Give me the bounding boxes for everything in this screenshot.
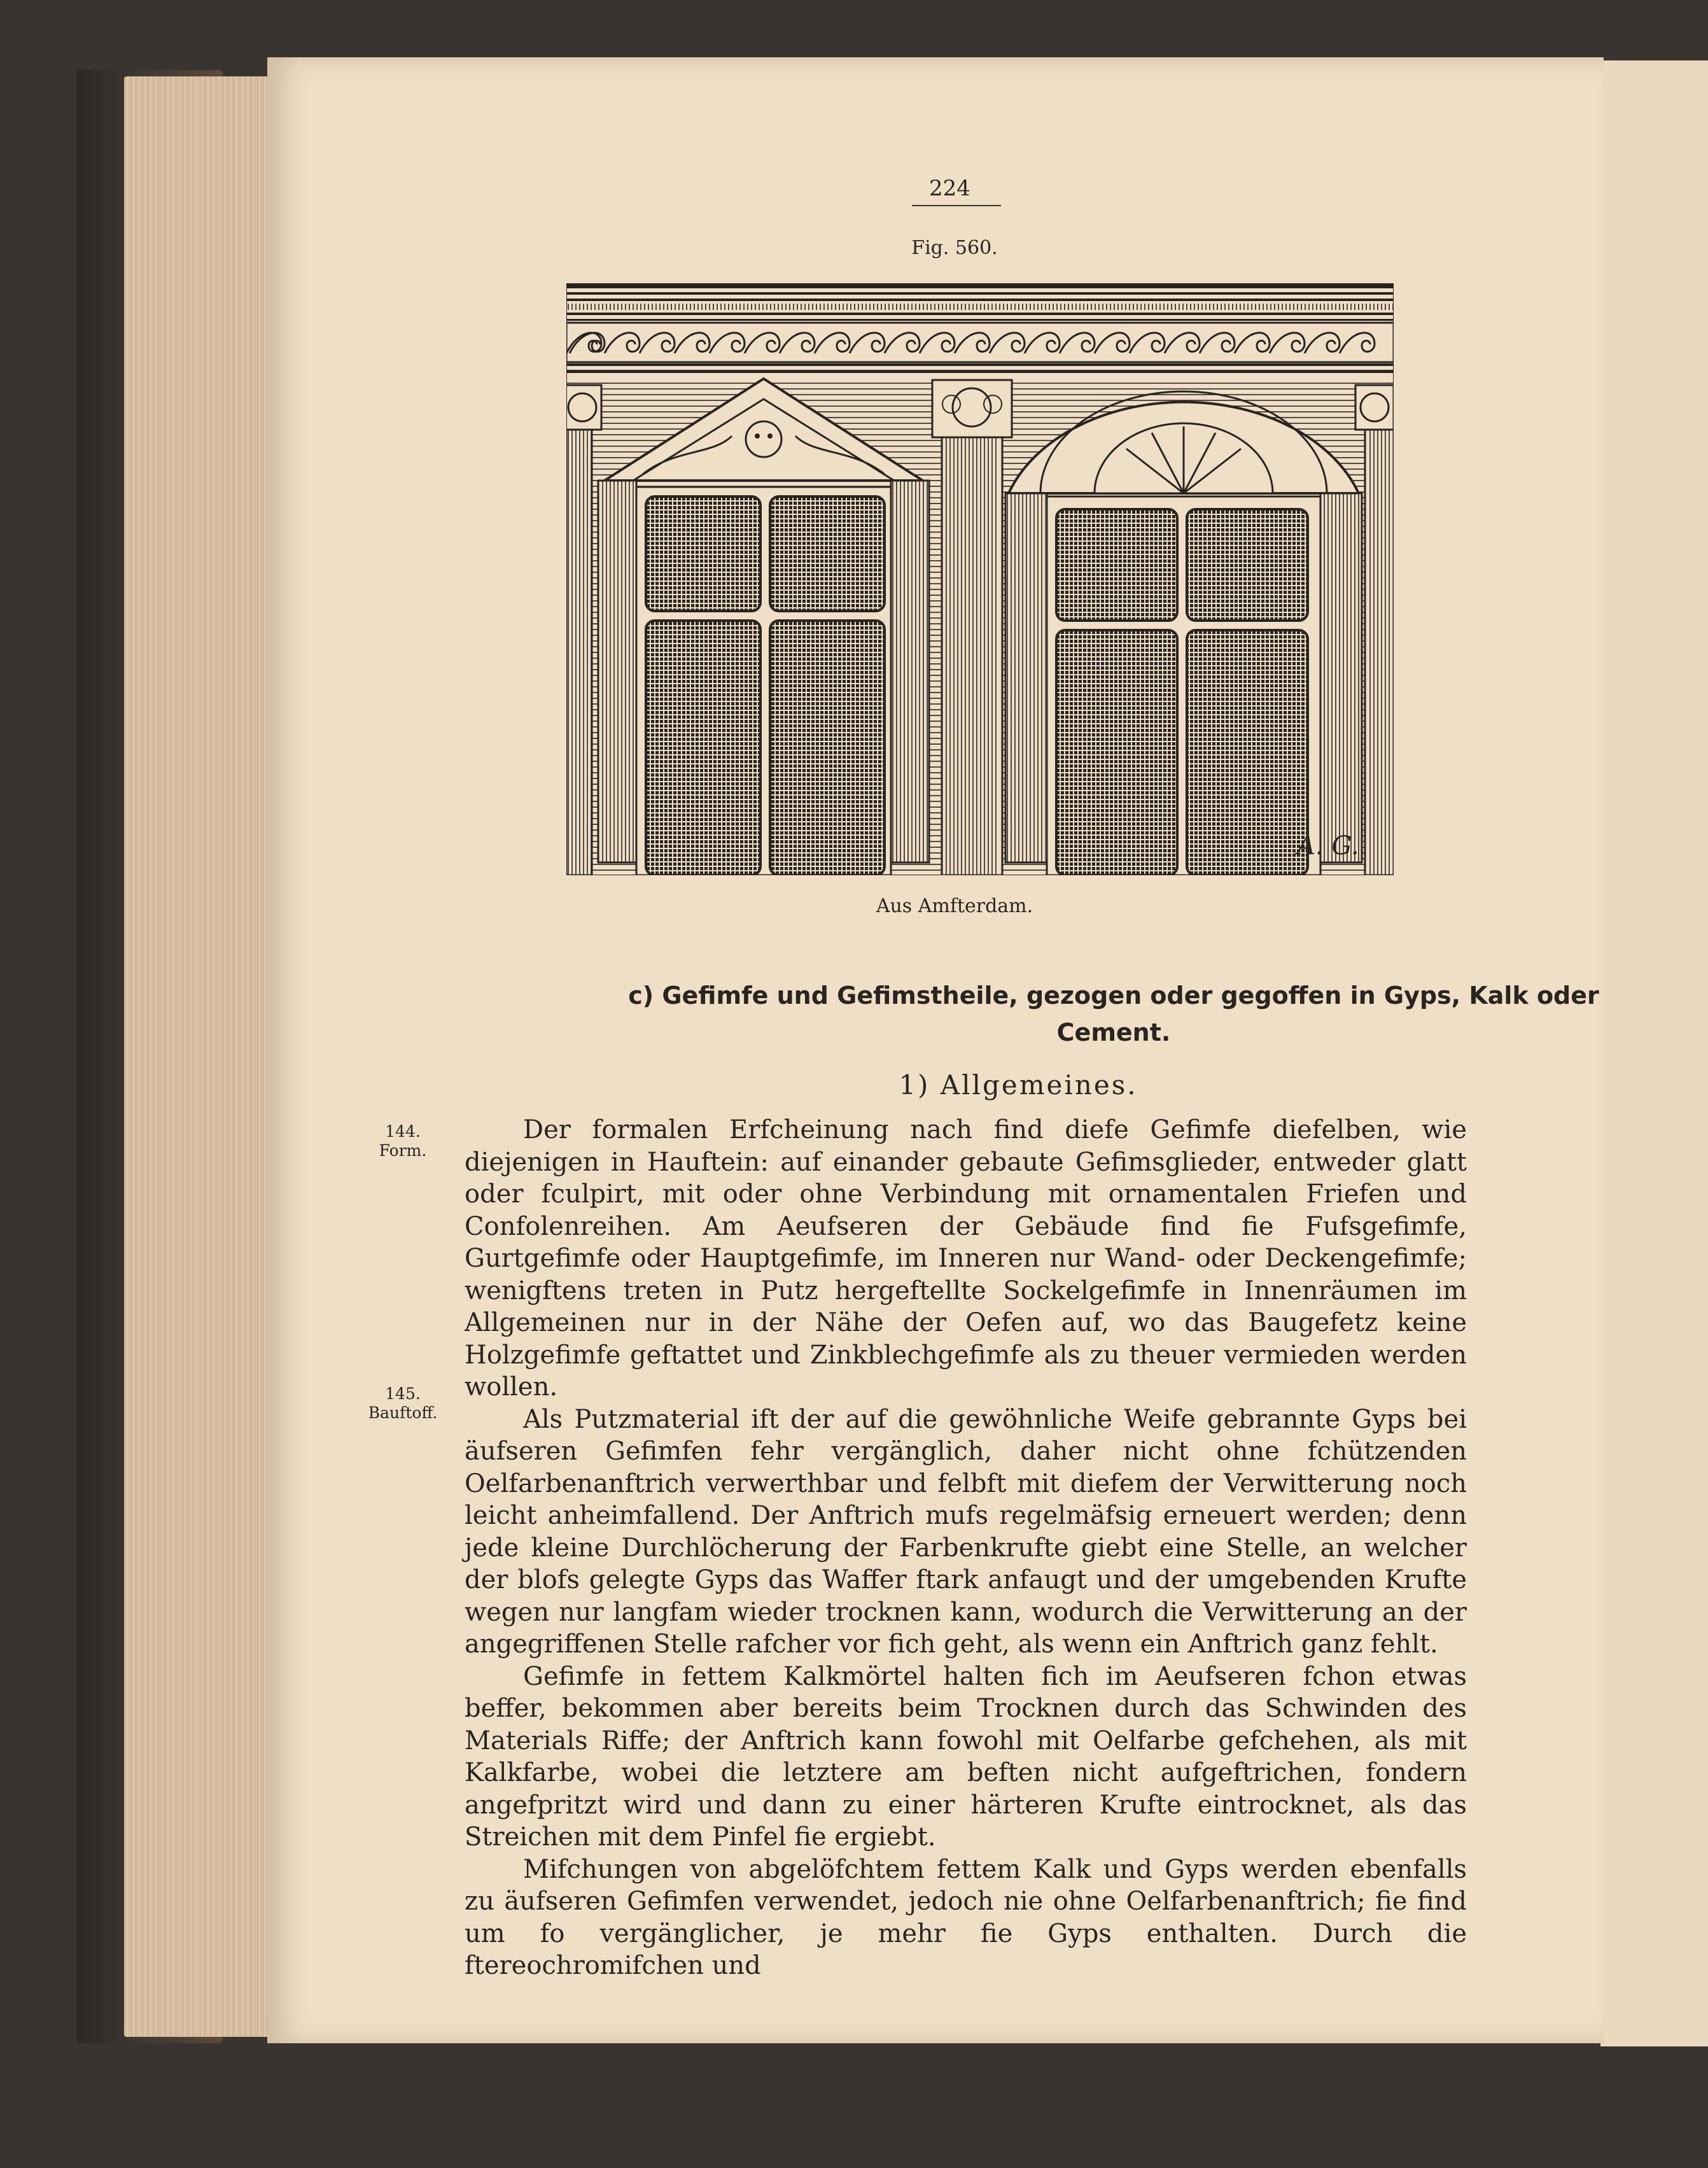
scroll-frieze: [566, 323, 1394, 373]
margin-note-145: [358, 1384, 447, 1423]
figure-amsterdam-facade: [566, 283, 1394, 875]
body-text: [465, 1114, 1467, 1982]
facing-page-edge: [1600, 60, 1708, 2046]
paragraph: Als Putzmaterial ift der auf die gewöhnliche Weife gebrannte Gyps bei äufseren Gefimfen fehr vergänglich, daher nicht ohne fchützenden Oelfarbenanftrich verwerthbar und felbft mit diefem der Verwitterung noch leicht anheimfallend. Der Anftrich mufs regelmäfsig erneuert werden; denn jede kleine Durchlöcherung der Farbenkrufte giebt eine Stelle, an welcher der blofs gelegte Gyps das Waffer ftark anfaugt und der umgebenden Krufte wegen nur langfam wieder trocknen kann, wodurch die Verwitterung an der angegriffenen Stelle rafcher vor fich geht, als wenn ein Anftrich ganz fehlt.: [465, 1404, 1467, 1659]
section-heading: [503, 977, 1708, 1051]
paragraph: Gefimfe in fettem Kalkmörtel halten fich im Aeufseren fchon etwas beffer, bekommen aber bereits beim Trocknen durch das Schwinden des Materials Riffe; der Anftrich kann fowohl mit Oelfarbe gefchehen, als mit Kalkfarbe, wobei die letztere am beften nicht aufgeftrichen, fondern angefpritzt wird und dann zu einer härteren Krufte eintrocknet, als das Streichen mit dem Pinfel fie ergiebt.: [465, 1661, 1467, 1852]
page-number-rule: [912, 205, 1001, 206]
paragraph: Der formalen Erfcheinung nach find diefe Gefimfe diefelben, wie diejenigen in Hauftein: auf einander gebaute Gefimsglieder, entweder glatt oder fculpirt, mit oder ohne Verbindung mit ornamentalen Friefen und Confolenreihen. Am Aeufseren der Gebäude find fie Fufsgefimfe, Gurtgefimfe oder Hauptgefimfe, im Inneren nur Wand- oder Deckengefimfe; wenigftens treten in Putz hergeftellte Sockelgefimfe in Innenräumen im Allgemeinen nur in der Nähe der Oefen auf, wo das Baugefetz keine Holzgefimfe geftattet und Zinkblechgefimfe als zu theuer vermieden werden wollen.: [465, 1115, 1467, 1402]
section-heading-line1: c) Gefimfe und Gefimstheile, gezogen oder gegoffen in Gyps, Kalk oder: [628, 982, 1599, 1010]
figure-label: Fig. 560.: [911, 237, 998, 259]
cornice-lines: [566, 283, 1394, 321]
figure-signature: A. G.: [1297, 831, 1359, 861]
page-number: 224: [929, 176, 970, 201]
paragraph: Mifchungen von abgelöfchtem fettem Kalk und Gyps werden ebenfalls zu äufseren Gefimfen verwendet, jedoch nie ohne Oelfarbenanftrich; fie find um fo vergänglicher, je mehr fie Gyps enthalten. Durch die ftereochromifchen und: [465, 1854, 1467, 1980]
margin-note-144: [358, 1122, 447, 1160]
left-window: [598, 379, 929, 875]
margin-note-number: 145.: [385, 1384, 421, 1403]
margin-note-label: Bauftoff.: [368, 1404, 438, 1422]
section-heading-line2: Cement.: [1056, 1018, 1171, 1046]
right-window: [1005, 391, 1362, 875]
margin-note-number: 144.: [385, 1122, 421, 1141]
page-edges: [124, 76, 277, 2037]
figure-caption: Aus Amfterdam.: [876, 895, 1033, 917]
book-page: [267, 57, 1604, 2043]
sub-heading: 1) Allgemeines.: [899, 1069, 1138, 1101]
margin-note-label: Form.: [379, 1141, 427, 1160]
